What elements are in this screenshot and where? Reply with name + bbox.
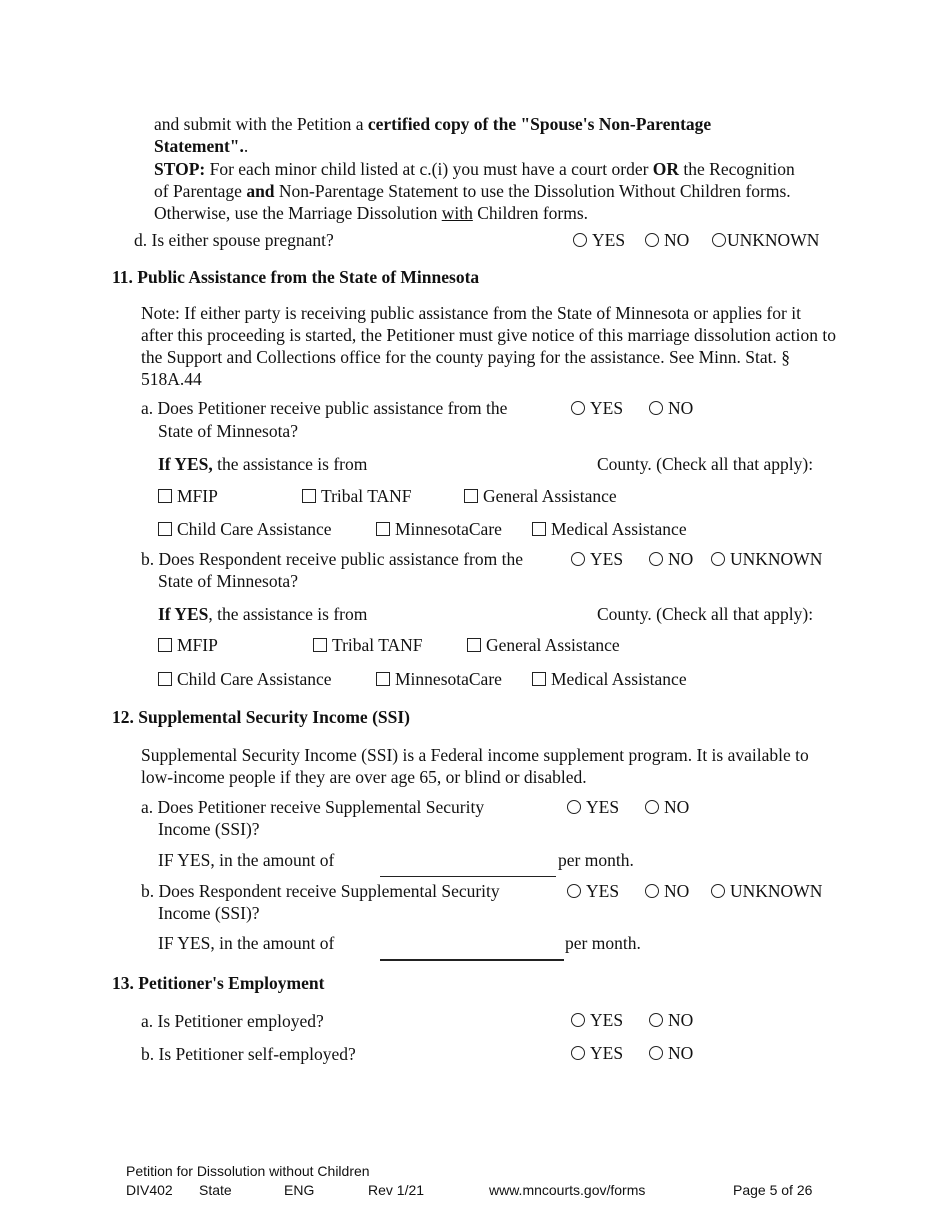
option-label: NO (668, 549, 694, 569)
otherwise-line (154, 202, 588, 224)
option-label: NO (668, 1010, 694, 1030)
text: of Parentage (154, 181, 247, 201)
petitioner-assistance-yes[interactable] (571, 397, 623, 419)
petitioner-ssi-per-month: per month. (558, 850, 634, 870)
petitioner-mfip-checkbox[interactable] (158, 485, 218, 507)
text: Non-Parentage Statement to use the Dissolution Without Children forms. (274, 181, 791, 201)
text: Children forms. (472, 203, 589, 223)
petitioner-self-employed-no[interactable] (649, 1042, 693, 1064)
text: the Recognition (679, 159, 795, 179)
footer-page-number: Page 5 of 26 (733, 1182, 813, 1198)
section-12-heading: 12. Supplemental Security Income (SSI) (112, 707, 410, 727)
petitioner-medical-assistance-checkbox[interactable] (532, 518, 687, 540)
option-label: MinnesotaCare (395, 519, 502, 539)
option-label: General Assistance (483, 486, 617, 506)
option-label: UNKNOWN (730, 881, 823, 901)
text-bold: If YES (158, 604, 209, 624)
radio-icon[interactable] (649, 552, 663, 566)
text: . (243, 136, 249, 156)
text: , the assistance is from (208, 604, 368, 624)
text-underlined: with (441, 203, 473, 223)
petitioner-tribal-tanf-checkbox[interactable] (302, 485, 412, 507)
option-label: Medical Assistance (551, 669, 687, 689)
option-label: UNKNOWN (727, 230, 820, 250)
option-label: YES (586, 797, 620, 817)
text-bold: If YES, (158, 454, 213, 474)
option-label: Tribal TANF (332, 635, 423, 655)
radio-icon[interactable] (573, 233, 587, 247)
option-label: NO (668, 1043, 694, 1063)
respondent-medical-assistance-checkbox[interactable] (532, 668, 687, 690)
text: For each minor child listed at c.(i) you must have a court order (205, 159, 653, 179)
option-label: YES (590, 398, 624, 418)
option-label: Child Care Assistance (177, 519, 332, 539)
petitioner-ssi-no[interactable] (645, 796, 689, 818)
respondent-assistance-question-2: State of Minnesota? (158, 571, 298, 591)
option-label: YES (586, 881, 620, 901)
option-label: Medical Assistance (551, 519, 687, 539)
text-bold: and (246, 181, 275, 201)
footer-language: ENG (284, 1182, 315, 1198)
petitioner-self-employed-yes[interactable] (571, 1042, 623, 1064)
option-label: YES (590, 549, 624, 569)
petitioner-ssi-amount-field[interactable] (380, 876, 556, 877)
option-label: Child Care Assistance (177, 669, 332, 689)
petitioner-employed-question: a. Is Petitioner employed? (141, 1011, 324, 1031)
petitioner-general-assistance-checkbox[interactable] (464, 485, 617, 507)
petitioner-assistance-question-2: State of Minnesota? (158, 421, 298, 441)
respondent-if-yes-label (158, 603, 367, 625)
section-12-intro: Supplemental Security Income (SSI) is a Federal income supplement program. It is available to low-income people if they are over age 65, or blind or disabled. (141, 745, 809, 787)
option-label: General Assistance (486, 635, 620, 655)
checkbox-icon[interactable] (467, 638, 481, 652)
checkbox-icon[interactable] (158, 522, 172, 536)
checkbox-icon[interactable] (158, 489, 172, 503)
footer-form-id: DIV402 (126, 1182, 173, 1198)
checkbox-icon[interactable] (376, 522, 390, 536)
respondent-minnesotacare-checkbox[interactable] (376, 668, 502, 690)
radio-icon[interactable] (649, 1046, 663, 1060)
checkbox-icon[interactable] (302, 489, 316, 503)
option-label: UNKNOWN (730, 549, 823, 569)
petitioner-assistance-question: a. Does Petitioner receive public assistance from the (141, 398, 508, 418)
radio-icon[interactable] (712, 233, 726, 247)
petitioner-ssi-yes[interactable] (567, 796, 619, 818)
option-label: MFIP (177, 635, 218, 655)
option-label: Tribal TANF (321, 486, 412, 506)
radio-icon[interactable] (567, 800, 581, 814)
checkbox-icon[interactable] (158, 638, 172, 652)
respondent-ssi-amount-field[interactable] (380, 959, 564, 961)
pregnant-no-option[interactable] (645, 229, 689, 251)
radio-icon[interactable] (571, 1046, 585, 1060)
radio-icon[interactable] (649, 1013, 663, 1027)
checkbox-icon[interactable] (464, 489, 478, 503)
respondent-ssi-yes[interactable] (567, 880, 619, 902)
radio-icon[interactable] (649, 401, 663, 415)
pregnant-unknown-option[interactable] (712, 229, 819, 251)
respondent-child-care-checkbox[interactable] (158, 668, 332, 690)
respondent-assistance-question: b. Does Respondent receive public assistance from the (141, 549, 523, 569)
respondent-assistance-no[interactable] (649, 548, 693, 570)
parentage-line (154, 180, 791, 202)
text: the assistance is from (212, 454, 368, 474)
checkbox-icon[interactable] (532, 672, 546, 686)
option-label: NO (664, 230, 690, 250)
option-label: NO (668, 398, 694, 418)
respondent-ssi-question-2: Income (SSI)? (158, 903, 260, 923)
respondent-tribal-tanf-checkbox[interactable] (313, 634, 423, 656)
respondent-ssi-per-month: per month. (565, 933, 641, 953)
petitioner-if-yes-label (158, 453, 367, 475)
certified-copy-line-2 (154, 135, 248, 157)
petitioner-county-label: County. (Check all that apply): (597, 454, 814, 474)
text-bold: Statement". (154, 136, 244, 156)
respondent-ssi-unknown[interactable] (711, 880, 822, 902)
respondent-ssi-amount-label: IF YES, in the amount of (158, 933, 335, 953)
checkbox-icon[interactable] (376, 672, 390, 686)
footer-state: State (199, 1182, 232, 1198)
radio-icon[interactable] (571, 552, 585, 566)
option-label: NO (664, 797, 690, 817)
radio-icon[interactable] (571, 1013, 585, 1027)
respondent-county-label: County. (Check all that apply): (597, 604, 814, 624)
option-label: MFIP (177, 486, 218, 506)
petitioner-assistance-no[interactable] (649, 397, 693, 419)
footer-revision: Rev 1/21 (368, 1182, 425, 1198)
text: and submit with the Petition a (154, 114, 368, 134)
text-bold: certified copy of the "Spouse's Non-Parentage (367, 114, 712, 134)
petitioner-ssi-amount-label: IF YES, in the amount of (158, 850, 335, 870)
checkbox-icon[interactable] (313, 638, 327, 652)
petitioner-ssi-question: a. Does Petitioner receive Supplemental Security (141, 797, 485, 817)
radio-icon[interactable] (567, 884, 581, 898)
section-11-heading: 11. Public Assistance from the State of Minnesota (112, 267, 480, 287)
petitioner-ssi-question-2: Income (SSI)? (158, 819, 260, 839)
footer-form-title: Petition for Dissolution without Children (126, 1163, 370, 1179)
radio-icon[interactable] (645, 233, 659, 247)
radio-icon[interactable] (711, 884, 725, 898)
stop-line (154, 158, 795, 180)
petitioner-employed-no[interactable] (649, 1009, 693, 1031)
footer-url: www.mncourts.gov/forms (489, 1182, 646, 1198)
checkbox-icon[interactable] (158, 672, 172, 686)
pregnant-yes-option[interactable] (573, 229, 625, 251)
petitioner-child-care-checkbox[interactable] (158, 518, 332, 540)
option-label: YES (590, 1043, 624, 1063)
text-bold: OR (652, 159, 680, 179)
petitioner-self-employed-question: b. Is Petitioner self-employed? (141, 1044, 356, 1064)
text: Otherwise, use the Marriage Dissolution (154, 203, 442, 223)
respondent-general-assistance-checkbox[interactable] (467, 634, 620, 656)
respondent-assistance-unknown[interactable] (711, 548, 822, 570)
respondent-ssi-question: b. Does Respondent receive Supplemental Security (141, 881, 500, 901)
section-11-note: Note: If either party is receiving public assistance from the State of Minnesota or applies for it after this proceeding is started, the Petitioner must give notice of this marriage dissolution action to the Support and Collections office for the county paying for the assistance. See Minn. Stat. § 518A.44 (141, 303, 836, 389)
option-label: YES (590, 1010, 624, 1030)
checkbox-icon[interactable] (532, 522, 546, 536)
petitioner-employed-yes[interactable] (571, 1009, 623, 1031)
stop-label: STOP: (154, 159, 206, 179)
respondent-ssi-no[interactable] (645, 880, 689, 902)
option-label: NO (664, 881, 690, 901)
question-pregnant: d. Is either spouse pregnant? (134, 230, 334, 250)
radio-icon[interactable] (571, 401, 585, 415)
radio-icon[interactable] (645, 884, 659, 898)
respondent-assistance-yes[interactable] (571, 548, 623, 570)
respondent-mfip-checkbox[interactable] (158, 634, 218, 656)
radio-icon[interactable] (711, 552, 725, 566)
radio-icon[interactable] (645, 800, 659, 814)
section-13-heading: 13. Petitioner's Employment (112, 973, 325, 993)
petitioner-minnesotacare-checkbox[interactable] (376, 518, 502, 540)
certified-copy-line-1 (154, 113, 711, 135)
option-label: MinnesotaCare (395, 669, 502, 689)
option-label: YES (592, 230, 626, 250)
